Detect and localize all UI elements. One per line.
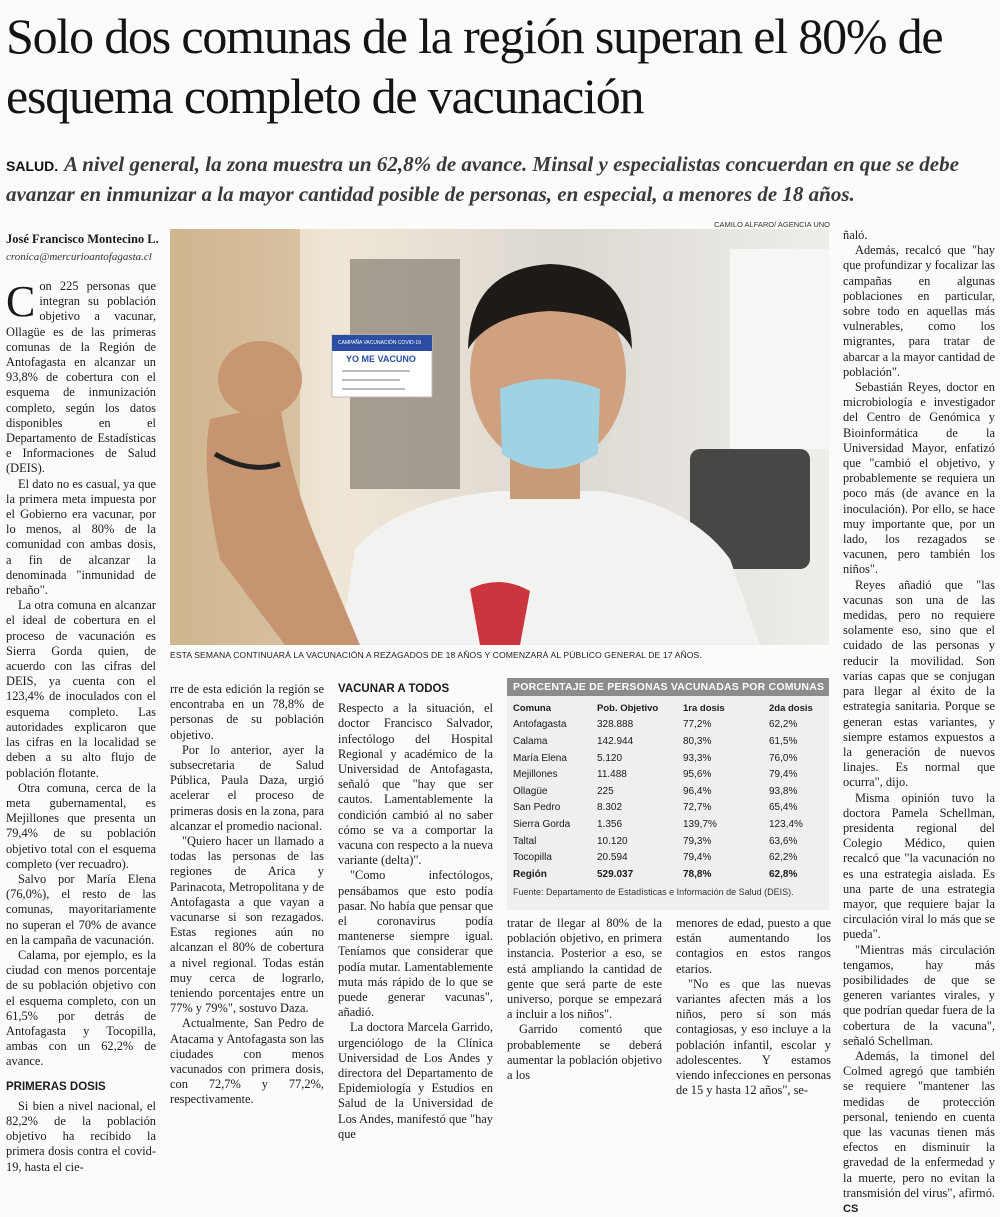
article-photo bbox=[170, 229, 829, 645]
paragraph: Además, recalcó que "hay que profundizar y focalizar las campañas en algunas poblaciones en particular, sobre todo en aquellas más vulnerables, como los migrantes, para tratar de abarcar a la mayor cantidad de población". bbox=[843, 243, 995, 379]
table-row: Sierra Gorda 1.356 139,7% 123,4% bbox=[513, 818, 803, 830]
paragraph: tratar de llegar al 80% de la población objetivo, en primera instancia. Posterior a eso, se está ampliando la cantidad de gente que será parte de este universo, porque se empezará a incluir a los niños". bbox=[507, 916, 662, 1022]
section-tag: SALUD. bbox=[6, 158, 59, 174]
paragraph: Sebastián Reyes, doctor en microbiología e investigador del Centro de Genómica y Bioinformática de la Universidad Mayor, enfatizó que "cambió el objetivo, y probablemente se requiera un poco más (de avance en la inoculación). Por ello, se hace muy importante que, por un lado, los rezagados se vacunen, pero también los niños". bbox=[843, 380, 995, 577]
paragraph: Salvo por María Elena (76,0%), el resto de las comunas, mayoritariamente no superan el 70% de avance en la campaña de vacunación. bbox=[6, 871, 156, 947]
article-column-4 bbox=[507, 916, 662, 1083]
table-row: Mejillones 11.488 95,6% 79,4% bbox=[513, 769, 798, 781]
table-row: Antofagasta 328.888 77,2% 62,2% bbox=[513, 719, 798, 731]
subheading: VACUNAR A TODOS bbox=[338, 683, 450, 695]
subheading: PRIMERAS DOSIS bbox=[6, 1080, 106, 1093]
photo-credit: CAMILO ALFARO/ AGENCIA UNO bbox=[714, 220, 830, 229]
byline-email[interactable]: cronica@mercurioantofagasta.cl bbox=[6, 251, 152, 263]
article-column-3 bbox=[338, 672, 493, 1142]
column-header: Pob. Objetivo bbox=[597, 702, 659, 714]
photo-illustration bbox=[170, 229, 829, 645]
paragraph: Otra comuna, cerca de la meta gubernamental, es Mejillones que presenta un 79,4% de su población objetivo total con el esquema completo (ver recuadro). bbox=[6, 780, 156, 871]
lead-paragraph bbox=[6, 150, 996, 208]
paragraph: La doctora Marcela Garrido, urgenciólogo de la Clínica Universidad de Los Andes y directora del Departamento de Epidemiología y Estudios en Salud de la Universidad de Los Andes, manifestó que "hay que bbox=[338, 1020, 493, 1141]
table-row: Ollagüe 225 96,4% 93,8% bbox=[513, 785, 798, 797]
paragraph: "Quiero hacer un llamado a todas las personas de las regiones de Arica y Parinacota, Metropolitana y de Antofagasta a que vayan a vacunarse si son rezagados. Estas regiones aún no alcanzan el 80% de cobertura a nivel regional. Todas están muy cerca de lograrlo, teniendo porcentajes entre un 77% y 79%", sostuvo Daza. bbox=[170, 834, 324, 1016]
photo-caption: ESTA SEMANA CONTINUARÁ LA VACUNACIÓN A REZAGADOS DE 18 AÑOS Y COMENZARÁ AL PÚBLICO GENERAL DE 17 AÑOS. bbox=[170, 650, 702, 660]
paragraph: Reyes añadió que "las vacunas son una de las medidas, pero no requiere solamente eso, sino que el cuidado de las personas y reducir la movilidad. Son varias capas que se conjugan para llegar al éxito de la estrategia sanitaria. Porque se generan estas variantes, y siempre estamos expuestos a la generación de nuevos linajes. Es normal que ocurra", dijo. bbox=[843, 577, 995, 790]
paragraph: "Mientras más circulación tengamos, hay más posibilidades de que se generen variantes virales, y que podrían quedar fuera de la cobertura de la vacuna", señaló Schellman. bbox=[843, 942, 995, 1048]
paragraph: ñaló. bbox=[843, 228, 868, 242]
table-title: PORCENTAJE DE PERSONAS VACUNADAS POR COMUNAS bbox=[507, 678, 829, 696]
article-column-5 bbox=[676, 916, 831, 1098]
paragraph: Con 225 personas que integran su población objetivo a vacunar, Ollagüe es de las primeras comunas de la Región de Antofagasta en alcanzar un 93,8% de cobertura con el esquema de inmunización completo, según los datos disponibles en el Departamento de Estadísticas e Informaciones de Salud (DEIS). bbox=[6, 277, 156, 476]
paragraph: rre de esta edición la región se encontraba en un 78,8% de personas de su población objetivo. bbox=[170, 682, 324, 742]
paragraph: Además, la timonel del Colmed agregó que también se requiere "mantener las medidas de protección personal, teniendo en cuenta que las vacunas tienen más efectos en disminuir la gravedad de la enfermedad y la muerte, pero no evitan la transmisión del virus", afirmó. CS bbox=[843, 1048, 995, 1215]
table-source: Fuente: Departamento de Estadísticas e Información de Salud (DEIS). bbox=[513, 886, 794, 897]
paragraph: Calama, por ejemplo, es la ciudad con menos porcentaje de su población objetivo con el esquema completo, con un 61,5% por detrás de Antofagasta y Tocopilla, ambas con un 62,2% de avance. bbox=[6, 947, 156, 1069]
paragraph: Garrido comentó que probablemente se deberá aumentar la población objetivo a los bbox=[507, 1022, 662, 1083]
byline-author: José Francisco Montecino L. bbox=[6, 232, 159, 246]
table-row: Tocopilla 20.594 79,4% 62,2% bbox=[513, 852, 798, 864]
table-row: San Pedro 8.302 72,7% 65,4% bbox=[513, 802, 798, 814]
paragraph: menores de edad, puesto a que están aumentando los contagios en estos rangos etarios. bbox=[676, 916, 831, 976]
paragraph: Misma opinión tuvo la doctora Pamela Schellman, presidenta regional del Colegio Médico, quien recalcó que "la vacunación no es una estrategia aislada. Es una parte de una estrategia mayor, que requiere bajar la circulación viral lo más que se pueda". bbox=[843, 790, 995, 942]
column-header: 1ra dosis bbox=[683, 702, 725, 714]
paragraph: Respecto a la situación, el doctor Francisco Salvador, infectólogo del Hospital Regional y académico de la Universidad de Antofagasta, señaló que "hay que ser cautos. Lamentablemente la condición cambió al no saber cómo se va a comportar la vacuna con respecto a la nueva variante (delta)". bbox=[338, 701, 493, 868]
card-title-text: YO ME VACUNO bbox=[346, 354, 416, 364]
table-row: Calama 142.944 80,3% 61,5% bbox=[513, 735, 798, 747]
paragraph: La otra comuna en alcanzar el ideal de cobertura en el proceso de vacunación es Sierra Gorda quien, de acuerdo con las cifras del DEIS, ya cuenta con el 123,4% de inoculados con el esquema completo. Las autoridades explicaron que las cifras en la localidad se deben a su alto flujo de población flotante. bbox=[6, 598, 156, 780]
article-column-1 bbox=[6, 279, 156, 1175]
article-column-2 bbox=[170, 682, 324, 1108]
headline: Solo dos comunas de la región superan el 80% de esquema completo de vacunación bbox=[6, 8, 943, 124]
card-top-text: CAMPAÑA VACUNACIÓN COVID-19 bbox=[338, 340, 421, 346]
vaccination-table bbox=[507, 678, 829, 910]
paragraph: "Como infectólogos, pensábamos que esto podía pasar. No había que pensar que el coronavirus podía mantenerse siempre igual. Teníamos que considerar que podía mutar. Lamentablemente muta más rápido de lo que se puede generar vacunas", añadió. bbox=[338, 868, 493, 1020]
paragraph: El dato no es casual, ya que la primera meta impuesta por el Gobierno era vacunar, por lo menos, al 80% de la comunidad con ambas dosis, a fin de alcanzar la denominada "inmunidad de rebaño". bbox=[6, 476, 156, 598]
drop-cap: C bbox=[6, 277, 36, 326]
paragraph: Si bien a nivel nacional, el 82,2% de la población objetivo ha recibido la primera dosis contra el covid-19, hasta el cie- bbox=[6, 1098, 156, 1174]
column-header: Comuna bbox=[513, 702, 551, 714]
end-mark: CS bbox=[843, 1203, 859, 1215]
data-table bbox=[507, 700, 829, 883]
table-total-row: Región 529.037 78,8% 62,8% bbox=[513, 868, 798, 880]
table-row: Taltal 10.120 79,3% 63,6% bbox=[513, 835, 798, 847]
paragraph: Por lo anterior, ayer la subsecretaria de Salud Pública, Paula Daza, urgió acelerar el proceso de primeras dosis en la zona, para alcanzar el promedio nacional. bbox=[170, 742, 324, 833]
table-header-row bbox=[507, 700, 829, 717]
article-column-6 bbox=[843, 228, 995, 1217]
paragraph: "No es que las nuevas variantes afecten más a los niños, pero sí son más contagiosas, y eso incluye a la población infantil, escolar y adolescentes. Y estamos viendo infecciones en personas de 15 y hasta 12 años", se- bbox=[676, 976, 831, 1098]
table-row: María Elena 5.120 93,3% 76,0% bbox=[513, 752, 798, 764]
column-header: 2da dosis bbox=[769, 702, 813, 714]
lead-text: A nivel general, la zona muestra un 62,8% de avance. Minsal y especialistas concuerdan en que se debe avanzar en inmunizar a la mayor cantidad posible de personas, en especial, a menores de 18 años. bbox=[6, 152, 959, 206]
paragraph: Actualmente, San Pedro de Atacama y Antofagasta son las ciudades con menos vacunados con primera dosis, con 72,7% y 77,2%, respectivamente. bbox=[170, 1016, 324, 1107]
